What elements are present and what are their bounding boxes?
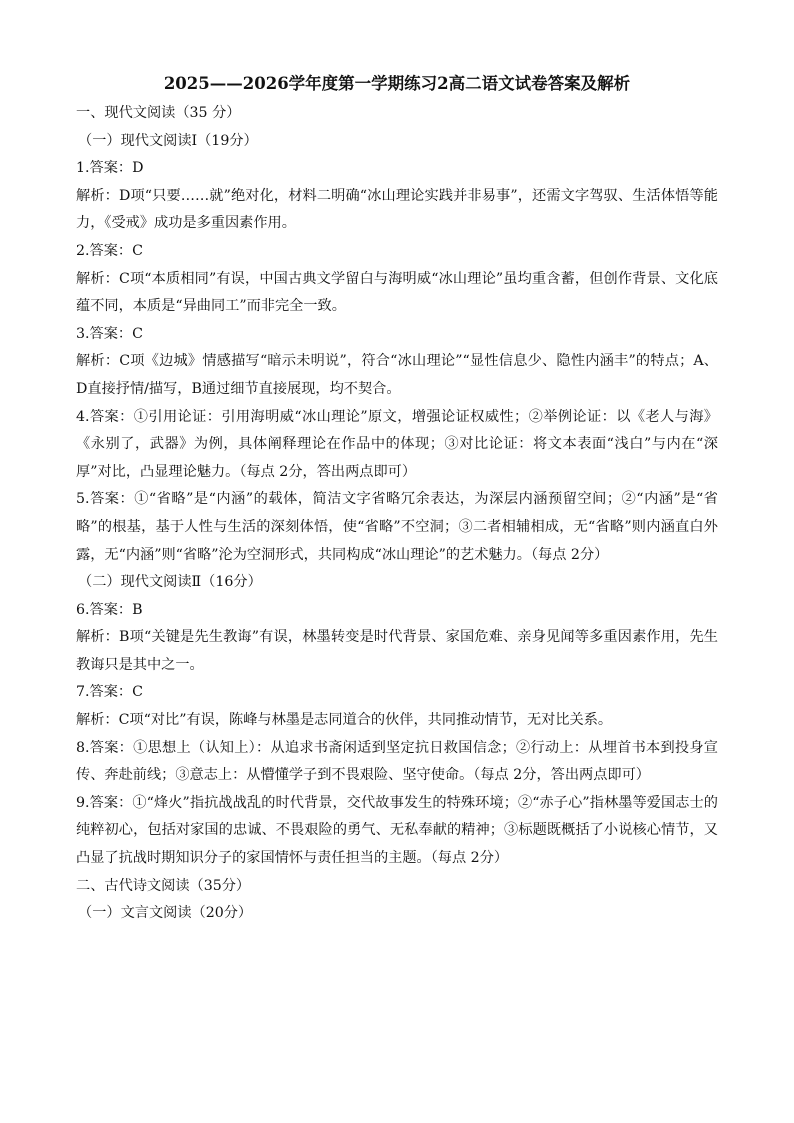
section-heading-modern-reading: 一、现代文阅读（35 分） bbox=[76, 105, 241, 121]
explanation-2: 解析：C项“本质相同”有误，中国古典文学留白与海明威“冰山理论”虽均重含蓄，但创作背景、文化底蕴不同，本质是“异曲同工”而非完全一致。 bbox=[76, 270, 718, 315]
subsection-heading-modern-reading-2: （二）现代文阅读Ⅱ（16分） bbox=[78, 574, 262, 591]
answer-2: 2.答案：C bbox=[76, 242, 143, 259]
explanation-7: 解析：C项“对比”有误，陈峰与林墨是志同道合的伙伴，共同推动情节，无对比关系。 bbox=[76, 712, 613, 729]
answer-8: 8.答案：①思想上（认知上）：从追求书斋闲适到坚定抗日救国信念；②行动上：从埋首书本到投身宣传、奔赴前线；③意志上：从懵懂学子到不畏艰险、坚守使命。（每点 2分，答出两点即可） bbox=[76, 739, 718, 784]
answer-sheet-page bbox=[76, 72, 718, 928]
answer-5: 5.答案：①“省略”是“内涵”的载体，简洁文字省略冗余表达，为深层内涵预留空间；②“内涵”是“省略”的根基，基于人性与生活的深刻体悟，使“省略”不空洞；③二者相辅相成，无“省略”则内涵直白外露，无“内涵”则“省略”沦为空洞形式，共同构成“冰山理论”的艺术魅力。（每点 2分） bbox=[76, 491, 718, 563]
explanation-6: 解析：B项“关键是先生教诲”有误，林墨转变是时代背景、家国危难、亲身见闻等多重因素作用，先生教诲只是其中之一。 bbox=[76, 629, 718, 673]
answer-7: 7.答案：C bbox=[76, 684, 143, 701]
explanation-1: 解析：D项“只要……就”绝对化，材料二明确“冰山理论实践并非易事”，还需文字驾驭、生活体悟等能力，《受戒》成功是多重因素作用。 bbox=[76, 187, 718, 232]
answer-3: 3.答案：C bbox=[76, 325, 143, 342]
subsection-heading-classical-prose: （一）文言文阅读（20分） bbox=[78, 905, 253, 922]
answer-9: 9.答案：①“烽火”指抗战战乱的时代背景，交代故事发生的特殊环境；②“赤子心”指林墨等爱国志士的纯粹初心，包括对家国的忠诚、不畏艰险的勇气、无私奉献的精神；③标题既概括了小说核心情节，又凸显了抗战时期知识分子的家国情怀与责任担当的主题。（每点 2分） bbox=[76, 794, 718, 867]
answer-1: 1.答案：D bbox=[76, 160, 144, 177]
explanation-3: 解析：C项《边城》情感描写“暗示未明说”，符合“冰山理论”“显性信息少、隐性内涵丰”的特点；A、D直接抒情/描写，B通过细节直接展现，均不契合。 bbox=[76, 353, 718, 397]
section-heading-classical-reading: 二、古代诗文阅读（35分） bbox=[76, 877, 251, 894]
answer-6: 6.答案：B bbox=[76, 601, 143, 618]
answer-4: 4.答案：①引用论证：引用海明威“冰山理论”原文，增强论证权威性；②举例论证：以《老人与海》《永别了，武器》为例，具体阐释理论在作品中的体现；③对比论证：将文本表面“浅白”与内在“深厚”对比，凸显理论魅力。（每点 2分，答出两点即可） bbox=[76, 408, 718, 480]
subsection-heading-modern-reading-1: （一）现代文阅读Ⅰ（19分） bbox=[78, 132, 258, 149]
document-title: 2025——2026学年度第一学期练习2高二语文试卷答案及解析 bbox=[163, 74, 631, 93]
